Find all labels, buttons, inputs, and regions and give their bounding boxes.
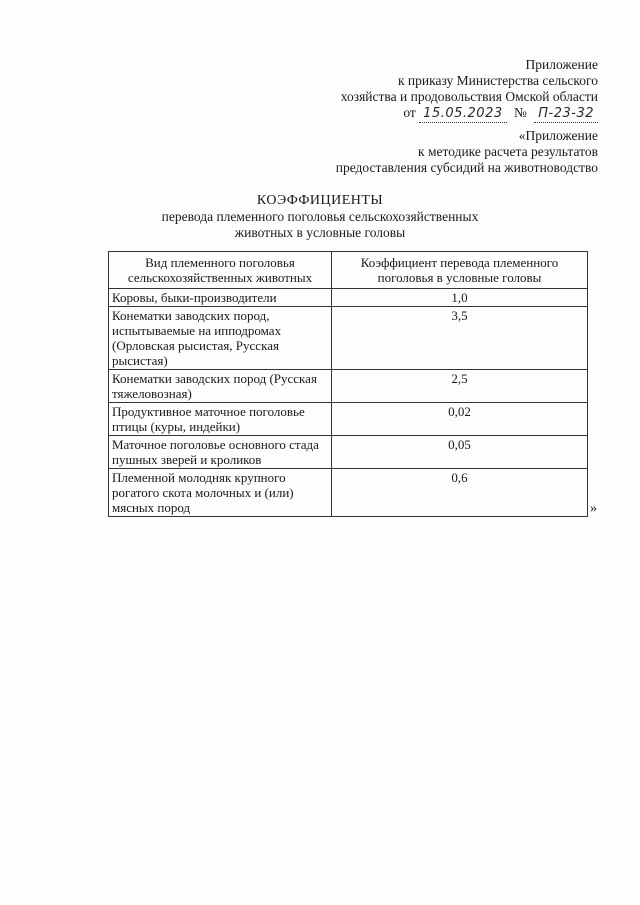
document-subtitle-line-1: перевода племенного поголовья сельскохозяйственных (161, 209, 479, 224)
order-prefix: от (403, 105, 416, 120)
methodology-line-3: предоставления субсидий на животноводство (335, 160, 598, 175)
methodology-line-2: к методике расчета результатов (418, 144, 598, 159)
coefficient-cell: 2,5 (332, 370, 588, 403)
order-number: П-23-32 (534, 106, 598, 123)
coefficient-cell: 0,02 (332, 403, 588, 436)
animal-type-cell: Племенной молодняк крупного рогатого скота молочных и (или) мясных пород (109, 469, 332, 517)
animal-type-cell: Конематки заводских пород, испытываемые на ипподромах (Орловская рысистая, Русская рысистая) (109, 307, 332, 370)
order-number-sign: № (513, 105, 527, 120)
coefficient-cell: 0,6 (332, 469, 588, 517)
order-date-number-line (341, 105, 598, 123)
table-header-row (109, 252, 588, 289)
order-reference-line-1: к приказу Министерства сельского (397, 73, 598, 88)
table-row (109, 436, 588, 469)
appendix-header (341, 57, 598, 123)
table-row (109, 307, 588, 370)
methodology-line-1: «Приложение (518, 128, 598, 143)
animal-type-cell: Коровы, быки-производители (109, 289, 332, 307)
order-reference-line-2: хозяйства и продовольствия Омской области (340, 89, 598, 104)
document-subtitle-line-2: животных в условные головы (234, 225, 406, 240)
coefficient-cell: 3,5 (332, 307, 588, 370)
column-header-coefficient: Коэффициент перевода племенного поголовья в условные головы (332, 252, 588, 289)
table-row (109, 370, 588, 403)
column-header-animal-type: Вид племенного поголовья сельскохозяйственных животных (109, 252, 332, 289)
methodology-header (336, 128, 598, 176)
coefficients-table (108, 251, 588, 517)
animal-type-cell: Продуктивное маточное поголовье птицы (куры, индейки) (109, 403, 332, 436)
animal-type-cell: Конематки заводских пород (Русская тяжеловозная) (109, 370, 332, 403)
closing-quote-mark: » (590, 501, 597, 516)
order-date: 15.05.2023 (419, 106, 506, 123)
document-title-block (0, 193, 640, 241)
table-row (109, 403, 588, 436)
coefficient-cell: 0,05 (332, 436, 588, 469)
appendix-label: Приложение (525, 57, 598, 72)
coefficient-cell: 1,0 (332, 289, 588, 307)
document-title: КОЭФФИЦИЕНТЫ (256, 193, 384, 208)
table-row (109, 289, 588, 307)
table-row (109, 469, 588, 517)
animal-type-cell: Маточное поголовье основного стада пушных зверей и кроликов (109, 436, 332, 469)
